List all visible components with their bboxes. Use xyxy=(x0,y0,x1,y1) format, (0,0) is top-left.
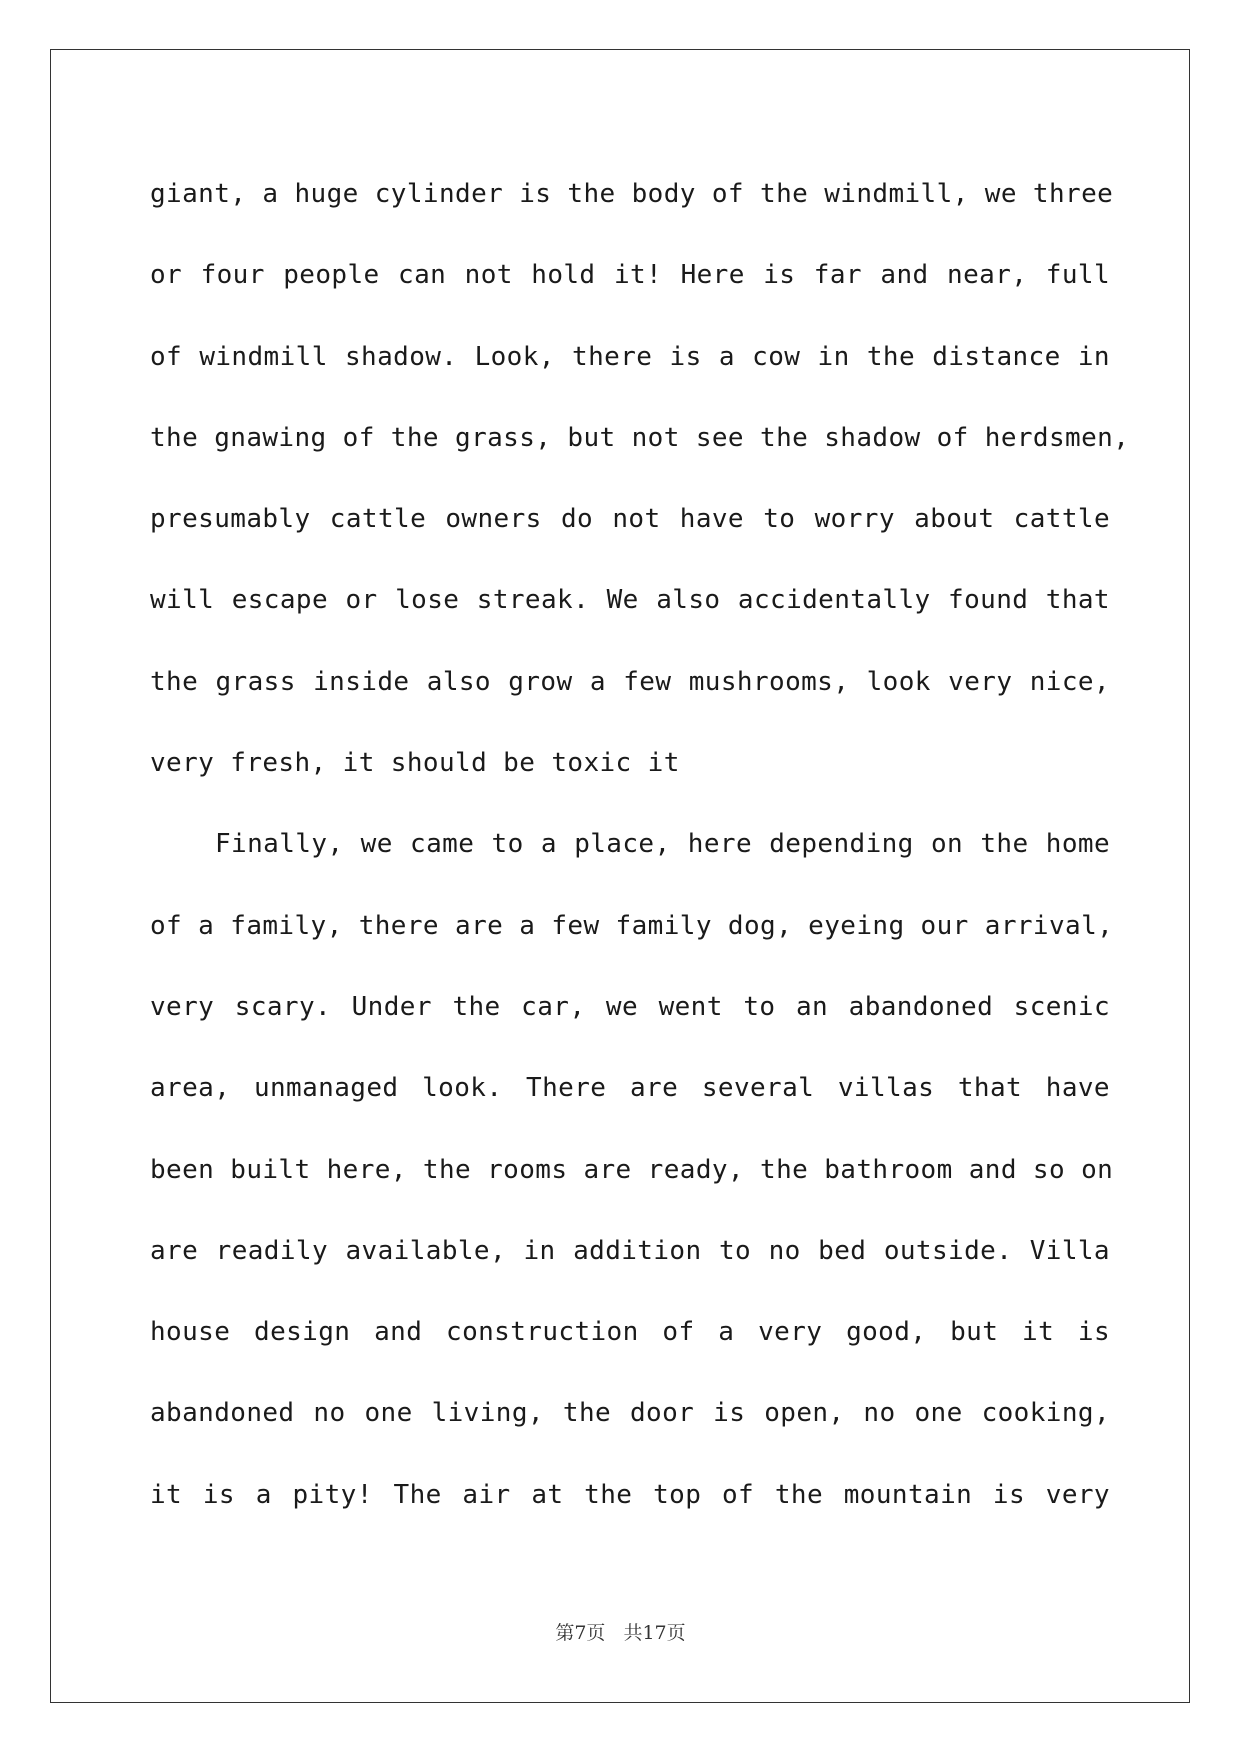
page-total: 共17页 xyxy=(623,1622,686,1644)
paragraph-start-line: Finally, we came to a place, here depending on the home xyxy=(215,829,1110,860)
text-line: area, unmanaged look. There are several villas that have xyxy=(150,1073,1110,1104)
text-line: it is a pity! The air at the top of the mountain is very xyxy=(150,1479,1110,1510)
text-line: will escape or lose streak. We also accidentally found that xyxy=(150,585,1110,616)
text-line: of a family, there are a few family dog, eyeing our arrival, xyxy=(150,910,1114,941)
text-line: are readily available, in addition to no bed outside. Villa xyxy=(150,1235,1110,1266)
text-line: abandoned no one living, the door is open, no one cooking, xyxy=(150,1398,1110,1429)
text-line: of windmill shadow. Look, there is a cow in the distance in xyxy=(150,341,1110,372)
page-number: 第7页 xyxy=(555,1622,606,1644)
text-line: or four people can not hold it! Here is far and near, full xyxy=(150,260,1110,291)
text-line: presumably cattle owners do not have to worry about cattle xyxy=(150,504,1110,535)
page-footer xyxy=(0,1618,1241,1645)
text-line: very scary. Under the car, we went to an abandoned scenic xyxy=(150,991,1110,1022)
text-line: the grass inside also grow a few mushrooms, look very nice, xyxy=(150,666,1110,697)
document-body xyxy=(150,166,1130,1548)
text-line: the gnawing of the grass, but not see the shadow of herdsmen, xyxy=(150,422,1130,453)
text-line: giant, a huge cylinder is the body of the windmill, we three xyxy=(150,179,1114,209)
text-line: very fresh, it should be toxic it xyxy=(150,748,680,779)
text-line: been built here, the rooms are ready, the bathroom and so on xyxy=(150,1154,1114,1185)
text-line: house design and construction of a very good, but it is xyxy=(150,1317,1110,1348)
